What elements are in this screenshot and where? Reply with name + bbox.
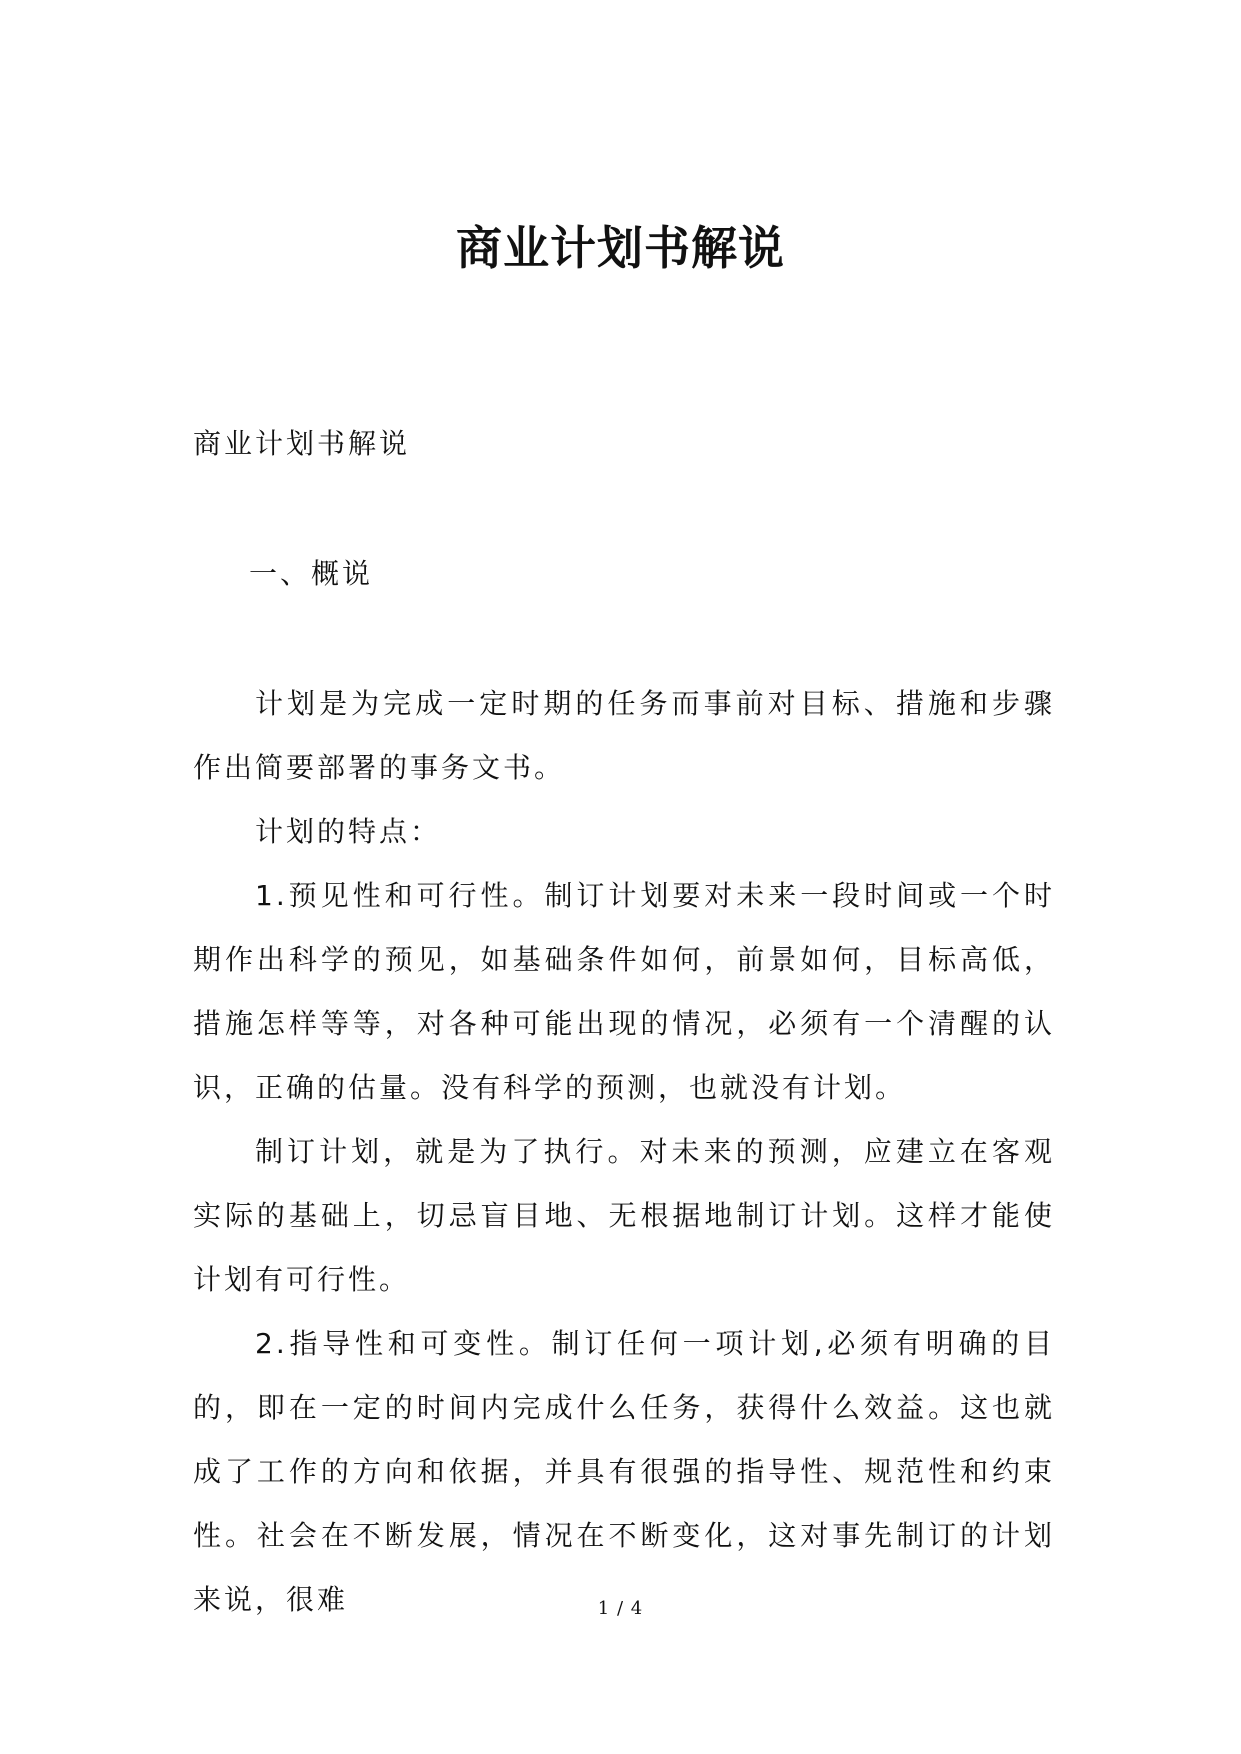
section-heading: 一、概说 — [249, 557, 374, 590]
paragraph: 2.指导性和可变性。制订任何一项计划,必须有明确的目的，即在一定的时间内完成什么任务，获得什么效益。这也就成了工作的方向和依据，并具有很强的指导性、规范性和约束性。社会在不断发展，情况在不断变化，这对事先制订的计划来说，很难 — [193, 1327, 1055, 1616]
paragraph: 制订计划，就是为了执行。对未来的预测，应建立在客观实际的基础上，切忌盲目地、无根据地制订计划。这样才能使计划有可行性。 — [193, 1135, 1055, 1296]
paragraph: 计划是为完成一定时期的任务而事前对目标、措施和步骤作出简要部署的事务文书。 — [193, 687, 1055, 784]
document-title: 商业计划书解说 — [456, 221, 785, 275]
body-paragraphs — [193, 672, 1055, 1632]
paragraph: 1.预见性和可行性。制订计划要对未来一段时间或一个时期作出科学的预见，如基础条件如何，前景如何，目标高低，措施怎样等等，对各种可能出现的情况，必须有一个清醒的认识，正确的估量。没有科学的预测，也就没有计划。 — [193, 879, 1055, 1104]
document-subtitle: 商业计划书解说 — [193, 427, 411, 460]
paragraph: 计划的特点： — [255, 815, 442, 848]
page-number: 1 / 4 — [597, 1598, 644, 1619]
